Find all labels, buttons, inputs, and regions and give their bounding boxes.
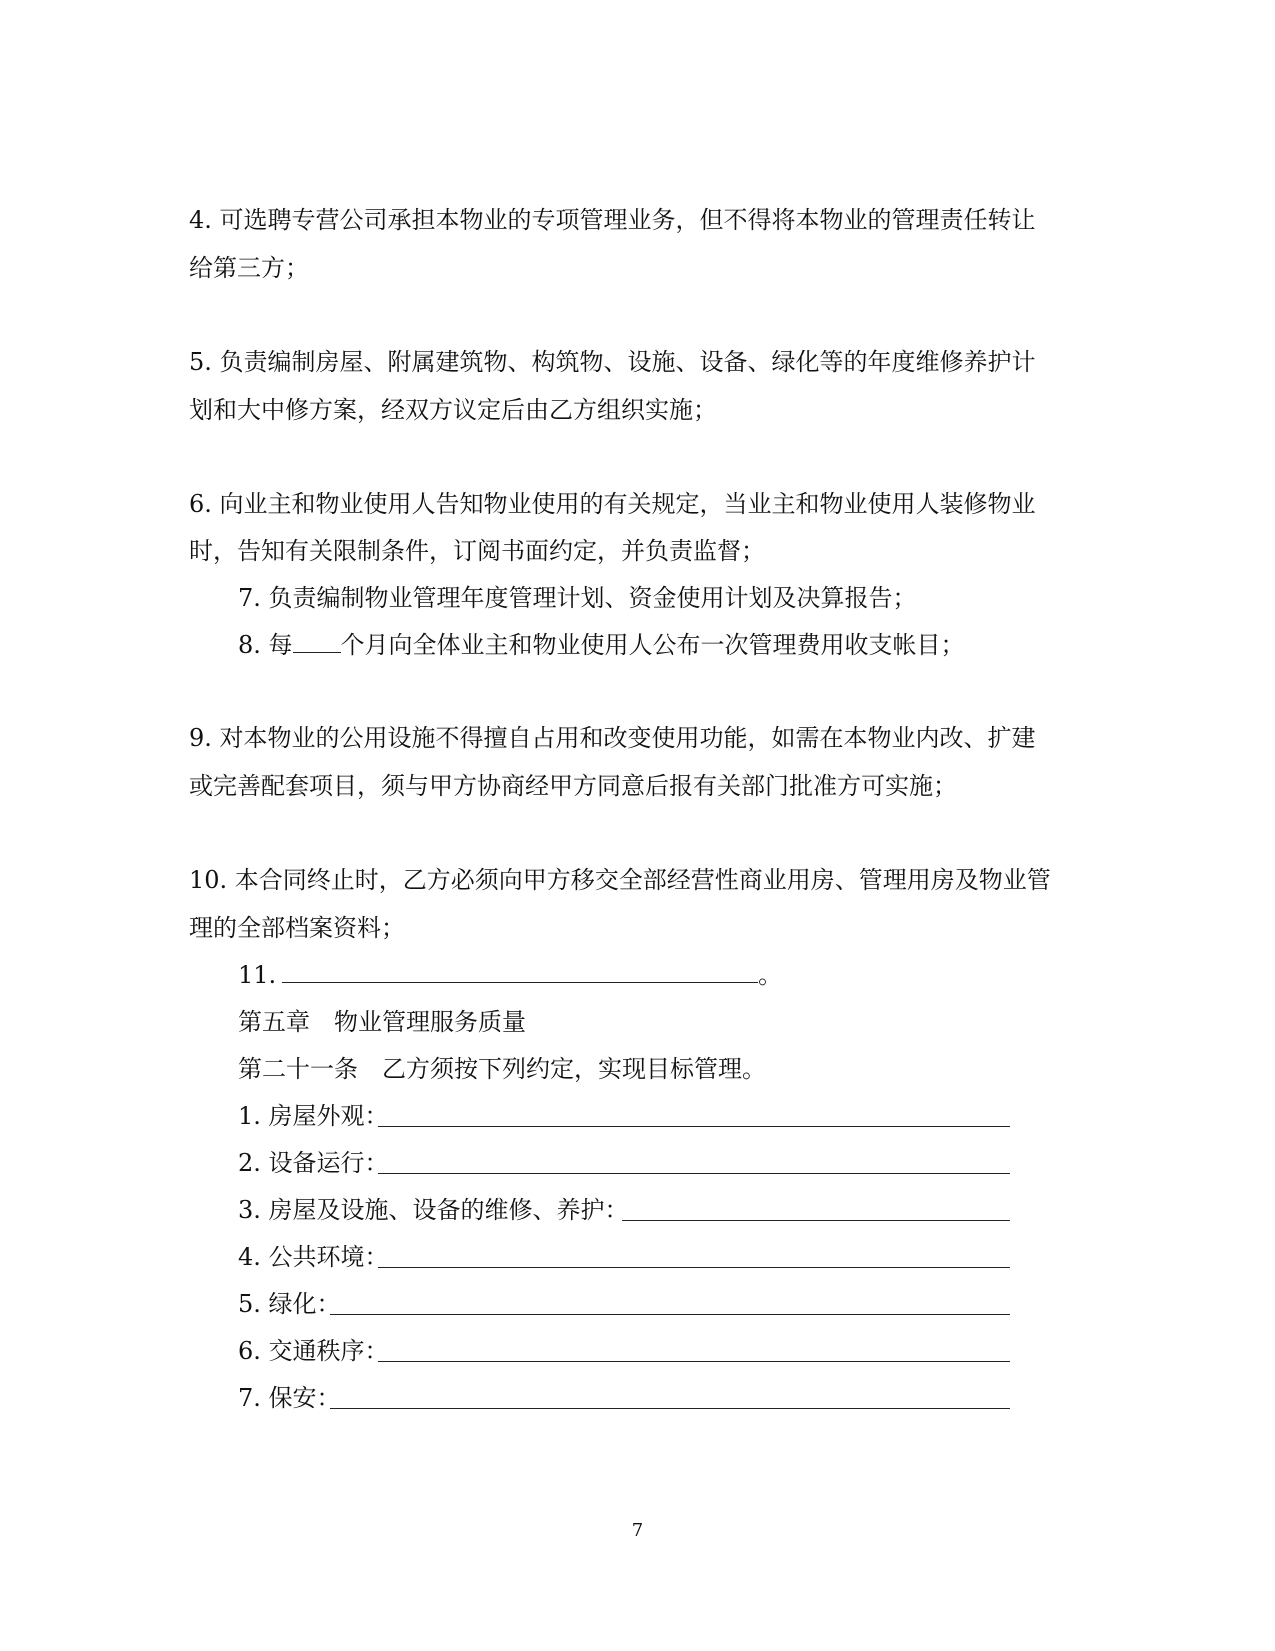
paragraph-11-prefix: 11.: [238, 961, 277, 989]
fill-blank-months[interactable]: [293, 630, 341, 653]
article-heading: 第二十一条 乙方须按下列约定，实现目标管理。: [238, 1055, 766, 1083]
paragraph-7: 7. 负责编制物业管理年度管理计划、资金使用计划及决算报告；: [238, 584, 917, 612]
quality-item-public-environment: 4. 公共环境：: [238, 1243, 389, 1271]
paragraph-5-line1: 5. 负责编制房屋、附属建筑物、构筑物、设施、设备、绿化等的年度维修养护计: [189, 348, 1036, 376]
paragraph-10-line1: 10. 本合同终止时，乙方必须向甲方移交全部经营性商业用房、管理用房及物业管: [189, 866, 1051, 894]
quality-item-traffic-order: 6. 交通秩序：: [238, 1337, 389, 1365]
quality-item-greening: 5. 绿化：: [238, 1290, 341, 1318]
paragraph-4-line1: 4. 可选聘专营公司承担本物业的专项管理业务，但不得将本物业的管理责任转让: [189, 206, 1036, 234]
quality-item-house-appearance: 1. 房屋外观：: [238, 1102, 389, 1130]
paragraph-8: [238, 630, 965, 660]
paragraph-4-line2: 给第三方；: [189, 254, 309, 282]
chapter-heading: 第五章 物业管理服务质量: [238, 1008, 526, 1036]
quality-item-maintenance: 3. 房屋及设施、设备的维修、养护：: [238, 1196, 629, 1224]
paragraph-10-line2: 理的全部档案资料；: [189, 914, 405, 942]
fill-blank-maintenance[interactable]: [622, 1220, 1010, 1221]
fill-blank-house-appearance[interactable]: [378, 1126, 1010, 1127]
fill-blank-traffic-order[interactable]: [378, 1361, 1010, 1362]
page-number: 7: [631, 1520, 644, 1541]
quality-item-equipment-operation: 2. 设备运行：: [238, 1149, 389, 1177]
quality-item-security: 7. 保安：: [238, 1384, 341, 1412]
fill-blank-greening[interactable]: [330, 1314, 1010, 1315]
paragraph-8-prefix: 8. 每: [238, 631, 293, 659]
fill-blank-item-11[interactable]: [282, 960, 758, 983]
fill-blank-security[interactable]: [330, 1408, 1010, 1409]
fill-blank-public-environment[interactable]: [378, 1267, 1010, 1268]
paragraph-9-line2: 或完善配套项目，须与甲方协商经甲方同意后报有关部门批准方可实施；: [189, 772, 957, 800]
paragraph-6-line2: 时，告知有关限制条件，订阅书面约定，并负责监督；: [189, 537, 765, 565]
paragraph-8-suffix: 个月向全体业主和物业使用人公布一次管理费用收支帐目；: [340, 631, 965, 659]
paragraph-9-line1: 9. 对本物业的公用设施不得擅自占用和改变使用功能，如需在本物业内改、扩建: [189, 724, 1036, 752]
paragraph-5-line2: 划和大中修方案，经双方议定后由乙方组织实施；: [189, 396, 717, 424]
fill-blank-equipment-operation[interactable]: [378, 1173, 1010, 1174]
paragraph-11: [238, 960, 782, 990]
paragraph-6-line1: 6. 向业主和物业使用人告知物业使用的有关规定，当业主和物业使用人装修物业: [189, 490, 1036, 518]
paragraph-11-suffix: 。: [758, 961, 783, 989]
